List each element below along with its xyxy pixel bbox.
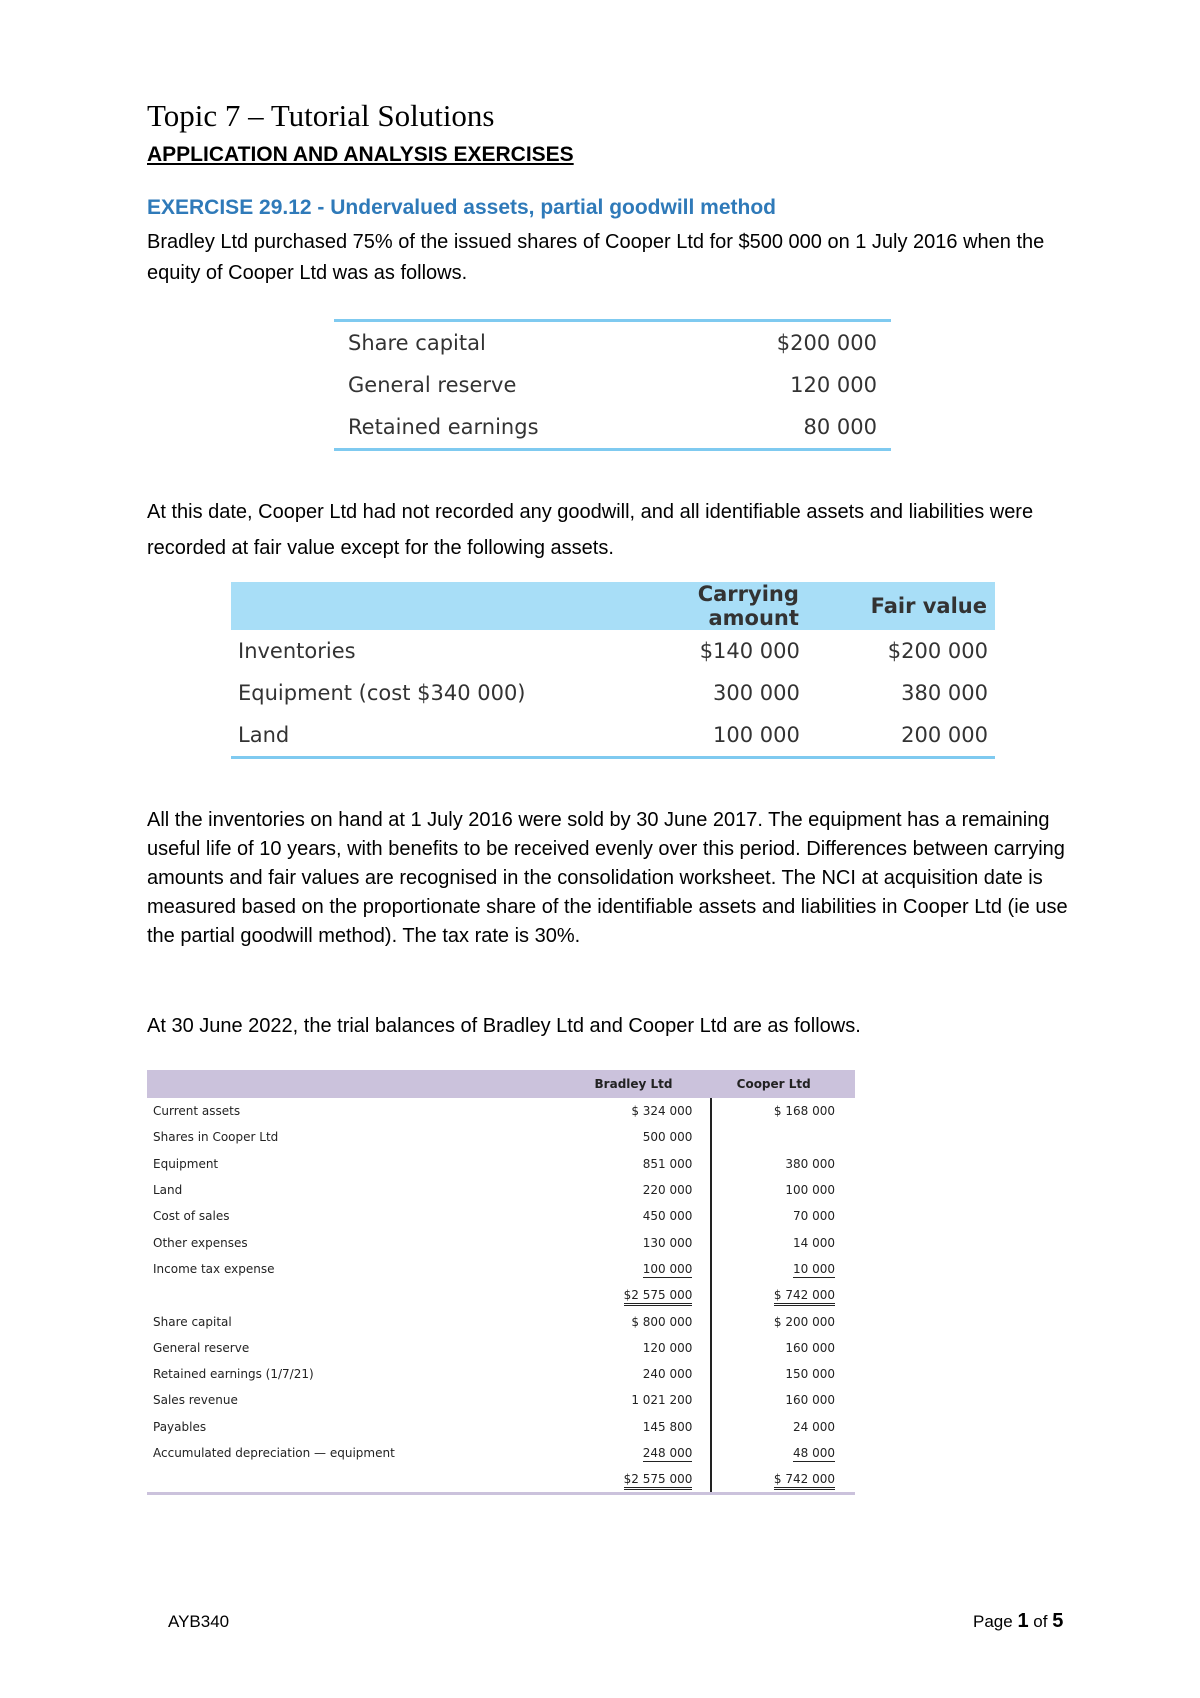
column-header: Bradley Ltd xyxy=(594,1077,673,1091)
fair-value: $200 000 xyxy=(887,639,988,663)
exercise-heading: EXERCISE 29.12 - Undervalued assets, partial goodwill method xyxy=(147,196,777,219)
table-row xyxy=(231,714,995,758)
table-row xyxy=(147,1466,855,1494)
assets-table xyxy=(231,582,995,759)
trial-balance-intro: At 30 June 2022, the trial balances of Bradley Ltd and Cooper Ltd are as follows. xyxy=(147,1015,861,1037)
cooper-amount: $ 168 000 xyxy=(773,1104,835,1119)
table-row xyxy=(147,1098,855,1124)
bradley-amount: 851 000 xyxy=(642,1156,693,1171)
cooper-amount: $ 742 000 xyxy=(774,1472,835,1490)
table-row xyxy=(147,1361,855,1387)
account-label: Sales revenue xyxy=(153,1393,238,1408)
carrying-amount: 300 000 xyxy=(713,681,800,705)
account-label: Retained earnings (1/7/21) xyxy=(153,1367,314,1382)
column-header: Cooper Ltd xyxy=(736,1077,811,1091)
table-row xyxy=(334,406,891,450)
bradley-amount: 450 000 xyxy=(642,1209,693,1224)
account-label: Income tax expense xyxy=(153,1261,275,1276)
equity-table xyxy=(334,319,891,451)
bradley-amount: 145 800 xyxy=(642,1419,693,1434)
asset-item: Inventories xyxy=(238,639,356,663)
asset-item: Land xyxy=(238,723,290,747)
table-row xyxy=(147,1177,855,1203)
table-row xyxy=(147,1308,855,1334)
page-total: 5 xyxy=(1052,1610,1064,1632)
table-row xyxy=(147,1229,855,1255)
page-current: 1 xyxy=(1017,1610,1029,1632)
account-label: Accumulated depreciation — equipment xyxy=(153,1446,395,1460)
column-header: Fair value xyxy=(870,594,987,618)
table-row xyxy=(334,364,891,406)
cooper-amount: $ 742 000 xyxy=(774,1288,835,1306)
table-row xyxy=(147,1414,855,1440)
equity-value: 80 000 xyxy=(803,415,877,439)
table-row xyxy=(231,630,995,672)
bradley-amount: $2 575 000 xyxy=(624,1288,693,1306)
carrying-amount: $140 000 xyxy=(699,639,800,663)
equity-label: Retained earnings xyxy=(348,415,539,439)
bradley-amount: $ 800 000 xyxy=(631,1314,693,1329)
cooper-amount: $ 200 000 xyxy=(773,1314,835,1329)
account-label: Shares in Cooper Ltd xyxy=(153,1130,279,1145)
equity-label: General reserve xyxy=(348,373,517,397)
cooper-amount: 70 000 xyxy=(793,1209,835,1224)
bradley-amount: 130 000 xyxy=(642,1235,693,1250)
fair-value-paragraph: At this date, Cooper Ltd had not recorded any goodwill, and all identifiable assets and liabilities were recorded at fair value except for the following assets. xyxy=(147,501,1034,559)
of-word: of xyxy=(1033,1612,1048,1631)
asset-item: Equipment (cost $340 000) xyxy=(238,681,526,705)
cooper-amount: 380 000 xyxy=(785,1156,835,1171)
table-row xyxy=(147,1203,855,1229)
bradley-amount: 240 000 xyxy=(642,1367,693,1382)
bradley-amount: 220 000 xyxy=(642,1183,693,1198)
cooper-amount: 150 000 xyxy=(785,1367,835,1382)
account-label: Share capital xyxy=(153,1314,232,1329)
trial-balance-table xyxy=(147,1070,855,1495)
equity-value: $200 000 xyxy=(776,331,877,355)
table-row xyxy=(147,1124,855,1150)
account-label: General reserve xyxy=(153,1340,250,1355)
bradley-amount: $2 575 000 xyxy=(624,1472,693,1490)
bradley-amount: 120 000 xyxy=(642,1340,693,1355)
cooper-amount: 48 000 xyxy=(793,1446,835,1460)
bradley-amount: 248 000 xyxy=(642,1446,693,1460)
carrying-amount: 100 000 xyxy=(713,723,800,747)
course-code: AYB340 xyxy=(168,1612,230,1631)
details-paragraph: All the inventories on hand at 1 July 2016 were sold by 30 June 2017. The equipment has a remaining useful life of 10 years, with benefits to be received evenly over this period. Differences between carrying amounts and fair values are recognised in the consolidation worksheet. The NCI at acquisition date is measured based on the proportionate share of the identifiable assets and liabilities in Cooper Ltd (ie use the partial goodwill method). The tax rate is 30%. xyxy=(147,809,1068,947)
cooper-amount: 10 000 xyxy=(793,1261,835,1276)
fair-value: 380 000 xyxy=(901,681,988,705)
account-label: Other expenses xyxy=(153,1235,248,1250)
bradley-amount: 1 021 200 xyxy=(631,1393,693,1408)
fair-value: 200 000 xyxy=(901,723,988,747)
page-word: Page xyxy=(973,1612,1013,1631)
table-row xyxy=(147,1282,855,1308)
account-label: Cost of sales xyxy=(153,1209,230,1224)
cooper-amount: 14 000 xyxy=(793,1235,835,1250)
table-row xyxy=(334,321,891,365)
table-header-row xyxy=(231,582,995,630)
table-row xyxy=(147,1256,855,1282)
table-header-row xyxy=(147,1070,855,1098)
table-row xyxy=(147,1151,855,1177)
account-label: Equipment xyxy=(153,1156,219,1171)
table-row xyxy=(147,1440,855,1466)
account-label: Land xyxy=(153,1183,183,1198)
table-row xyxy=(231,672,995,714)
cooper-amount: 100 000 xyxy=(785,1183,835,1198)
page-number xyxy=(973,1610,1063,1633)
bradley-amount: 100 000 xyxy=(642,1261,693,1276)
account-label: Current assets xyxy=(153,1104,241,1119)
cooper-amount: 160 000 xyxy=(785,1393,835,1408)
table-row xyxy=(147,1335,855,1361)
equity-label: Share capital xyxy=(348,331,486,355)
account-label: Payables xyxy=(153,1419,207,1434)
cooper-amount: 160 000 xyxy=(785,1340,835,1355)
column-header xyxy=(231,582,601,630)
cooper-amount: 24 000 xyxy=(793,1419,835,1434)
column-header xyxy=(147,1070,573,1098)
page-title: Topic 7 – Tutorial Solutions xyxy=(147,98,495,133)
column-header: Carrying amount xyxy=(697,582,799,630)
bradley-amount: $ 324 000 xyxy=(631,1104,693,1119)
bradley-amount: 500 000 xyxy=(642,1130,693,1145)
table-row xyxy=(147,1387,855,1413)
equity-value: 120 000 xyxy=(790,373,877,397)
intro-paragraph: Bradley Ltd purchased 75% of the issued shares of Cooper Ltd for $500 000 on 1 July 2016 when the equity of Cooper Ltd was as follows. xyxy=(147,231,1045,284)
section-subtitle: APPLICATION AND ANALYSIS EXERCISES xyxy=(147,143,574,166)
